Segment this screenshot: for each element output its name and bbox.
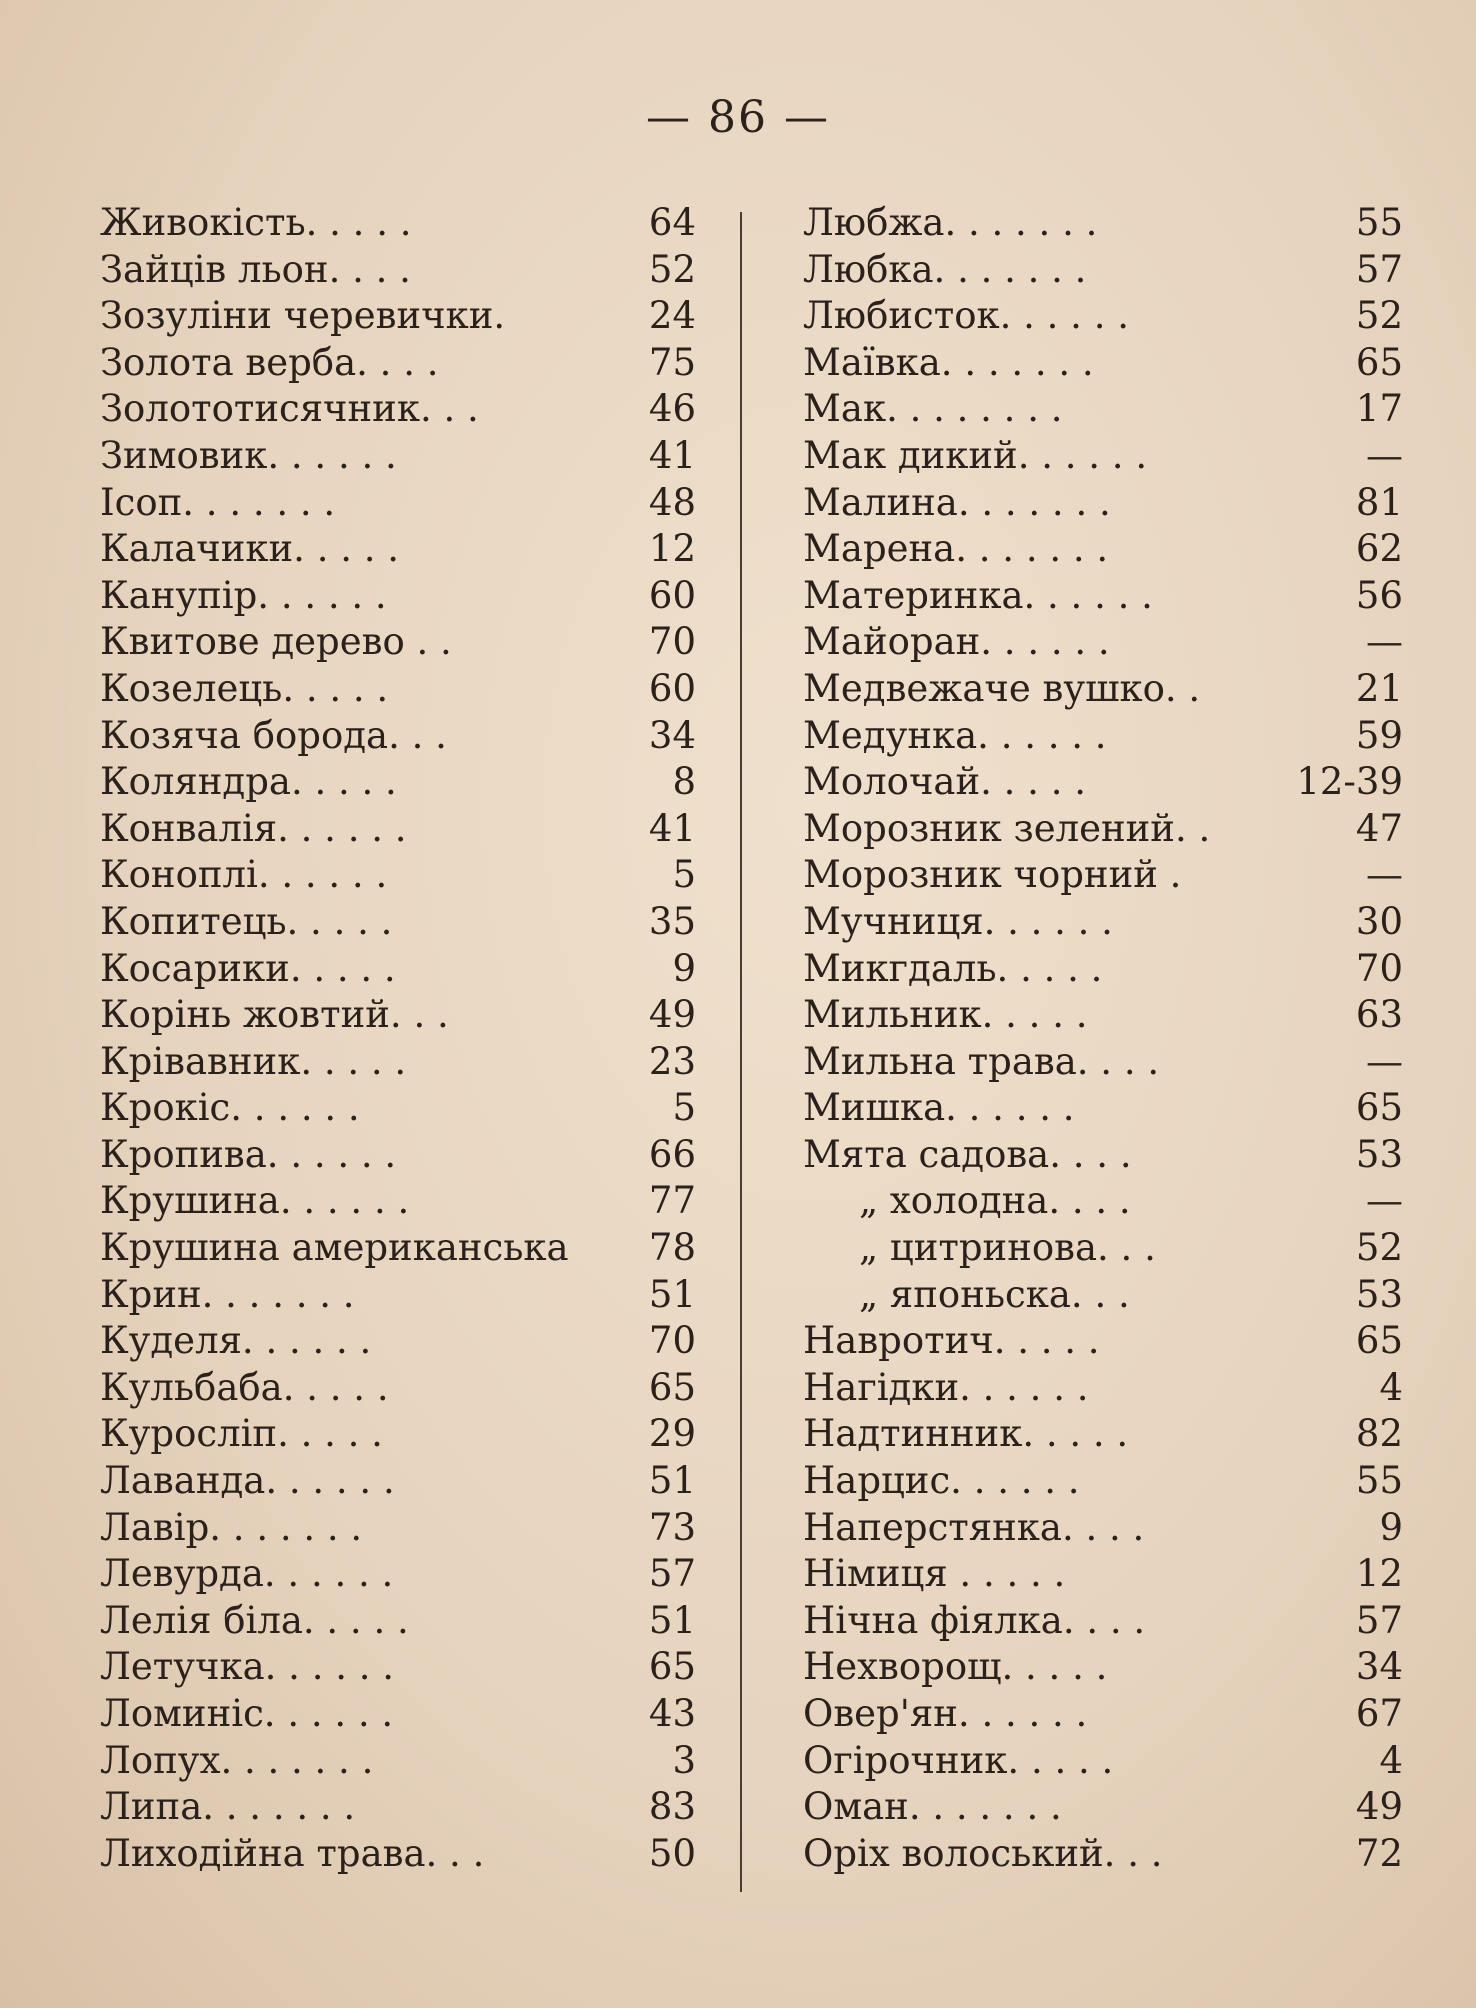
entry-name: Левурда. . . . . . [100,1552,394,1596]
index-entry [100,247,696,294]
index-entry [100,759,696,806]
index-entry [803,1831,1403,1878]
entry-page: 50 [648,1831,696,1875]
index-entry [100,1598,696,1645]
entry-page: 9 [672,946,696,990]
entry-name: Летучка. . . . . . [100,1645,395,1689]
index-entry [100,806,696,853]
entry-name: Нічна фіялка. . . . [803,1598,1146,1642]
entry-page: 29 [648,1412,696,1456]
entry-page: 55 [1355,1459,1403,1503]
index-entry [100,619,696,666]
entry-page: 60 [648,573,696,617]
entry-name: Нехворощ. . . . . [803,1645,1108,1689]
entry-page: 83 [648,1785,696,1829]
index-entry [803,526,1403,573]
entry-page: 65 [648,1365,696,1409]
index-entry [803,573,1403,620]
entry-name: Лиходійна трава. . . [100,1831,485,1875]
entry-page: — [1366,853,1403,897]
entry-name: Лопух. . . . . . . [100,1738,374,1782]
entry-name: „ холодна. . . . [859,1179,1131,1223]
index-entry [803,480,1403,527]
entry-name: Ломиніс. . . . . . [100,1692,394,1735]
index-entry [100,1644,696,1691]
entry-name: Нагідки. . . . . . [803,1365,1089,1409]
entry-name: Огірочник. . . . . [803,1738,1114,1782]
index-entry [803,200,1403,247]
entry-name: Морозник зелений. . [803,806,1211,850]
entry-page: 35 [648,899,696,943]
index-entry [803,852,1403,899]
entry-page: — [1366,433,1403,477]
index-column-left [100,200,696,1877]
entry-page: 65 [1355,1319,1403,1363]
entry-page: 70 [1355,946,1403,990]
entry-page: 46 [648,387,696,431]
entry-page: 59 [1355,713,1403,757]
index-entry [100,992,696,1039]
entry-name: Любка. . . . . . . [803,247,1087,291]
entry-name: Лавір. . . . . . . [100,1505,363,1549]
entry-page: 65 [1355,340,1403,384]
index-entry [100,1738,696,1785]
entry-name: Крушина американська [100,1226,569,1270]
entry-page: 57 [1355,247,1403,291]
entry-page: 70 [648,1319,696,1363]
index-entry [100,433,696,480]
entry-name: Липа. . . . . . . [100,1785,356,1829]
index-entry [803,1318,1403,1365]
entry-page: — [1366,620,1403,664]
index-entry [803,713,1403,760]
index-entry [100,1505,696,1552]
entry-page: 81 [1355,480,1403,524]
entry-page: 21 [1355,666,1403,710]
index-entry [100,1318,696,1365]
index-entry [803,1132,1403,1179]
entry-name: Калачики. . . . . [100,527,400,571]
entry-page: 5 [672,1086,696,1130]
entry-page: 51 [648,1598,696,1642]
index-entry [803,1505,1403,1552]
entry-name: Мильник. . . . . [803,993,1088,1037]
entry-name: Крушина. . . . . . [100,1179,410,1223]
entry-name: Куросліп. . . . . [100,1412,383,1456]
index-entry [803,899,1403,946]
index-entry [803,1178,1403,1225]
index-entry [100,480,696,527]
index-entry [100,946,696,993]
index-entry [803,1085,1403,1132]
entry-name: Маївка. . . . . . . [803,340,1094,384]
index-entry [100,1132,696,1179]
entry-page: 12-39 [1296,760,1403,804]
entry-name: Козяча борода. . . [100,713,447,757]
entry-name: Золототисячник. . . [100,387,479,431]
entry-page: 60 [648,666,696,710]
index-entry [803,946,1403,993]
entry-name: Коноплі. . . . . . [100,853,388,897]
index-entry [100,1831,696,1878]
entry-name: Молочай. . . . . [803,760,1086,804]
entry-name: Живокість. . . . . [100,201,412,244]
entry-name: „ японьска. . . [859,1272,1130,1316]
entry-name: Мак дикий. . . . . . [803,433,1148,477]
entry-page: 75 [648,340,696,384]
entry-name: Оман. . . . . . . [803,1785,1062,1829]
entry-page: 64 [648,201,696,244]
entry-page: 34 [648,713,696,757]
entry-name: Корінь жовтий. . . [100,993,449,1037]
entry-name: Козелець. . . . . [100,666,389,710]
index-entry [100,713,696,760]
index-entry [803,1458,1403,1505]
entry-name: Материнка. . . . . . [803,573,1153,617]
entry-page: 51 [648,1459,696,1503]
entry-name: Коляндра. . . . . [100,760,397,804]
index-entry [100,1411,696,1458]
entry-name: Копитець. . . . . [100,899,393,943]
entry-name: „ цитринова. . . [859,1226,1156,1270]
index-entry [100,386,696,433]
index-entry [100,1178,696,1225]
index-entry [100,1225,696,1272]
entry-name: Наперстянка. . . . [803,1505,1145,1549]
entry-page: 53 [1355,1132,1403,1176]
index-entry [100,293,696,340]
index-entry [803,759,1403,806]
entry-page: 52 [1355,1226,1403,1270]
index-entry [100,1039,696,1086]
entry-page: 78 [648,1226,696,1270]
entry-name: Лелія біла. . . . . [100,1598,409,1642]
entry-page: 52 [1355,294,1403,338]
entry-name: Микгдаль. . . . . [803,946,1103,990]
entry-name: Кропива. . . . . . [100,1132,397,1176]
index-entry [803,293,1403,340]
entry-page: 5 [672,853,696,897]
entry-page: — [1366,1179,1403,1223]
entry-name: Німиця . . . . . [803,1552,1066,1596]
index-entry [100,526,696,573]
entry-page: 73 [648,1505,696,1549]
entry-name: Канупір. . . . . . [100,573,387,617]
entry-name: Любисток. . . . . . [803,294,1129,338]
index-entry [100,852,696,899]
index-entry [803,806,1403,853]
entry-page: 49 [648,993,696,1037]
index-entry [803,1644,1403,1691]
index-entry [100,340,696,387]
entry-name: Зимовик. . . . . . [100,433,397,477]
index-entry [100,1272,696,1319]
index-entry [803,666,1403,713]
index-entry [803,1225,1403,1272]
entry-name: Овер'ян. . . . . . [803,1692,1088,1735]
entry-page: 52 [648,247,696,291]
index-entry [803,1365,1403,1412]
index-entry [100,899,696,946]
entry-page: 56 [1355,573,1403,617]
entry-name: Мак. . . . . . . . [803,387,1063,431]
entry-page: 47 [1355,806,1403,850]
index-entry [803,1784,1403,1831]
entry-page: 63 [1355,993,1403,1037]
entry-name: Нарцис. . . . . . [803,1459,1080,1503]
entry-page: 34 [1355,1645,1403,1689]
entry-page: — [1366,1039,1403,1083]
index-entry [100,200,696,247]
index-entry [100,1365,696,1412]
entry-name: Крокіс. . . . . . [100,1086,360,1130]
entry-name: Крівавник. . . . . [100,1039,407,1083]
entry-page: 3 [672,1738,696,1782]
index-entry [100,1691,696,1738]
index-entry [803,386,1403,433]
entry-name: Ісоп. . . . . . . [100,480,336,524]
index-entry [803,340,1403,387]
entry-page: 48 [648,480,696,524]
entry-name: Мишка. . . . . . [803,1086,1075,1130]
column-divider [740,212,742,1892]
entry-page: 4 [1379,1365,1403,1409]
entry-name: Крин. . . . . . . [100,1272,355,1316]
entry-name: Марена. . . . . . . [803,527,1109,571]
entry-name: Косарики. . . . . [100,946,396,990]
entry-page: 41 [648,433,696,477]
page-number: — 86 — [646,92,830,143]
entry-page: 30 [1355,899,1403,943]
entry-name: Любжа. . . . . . . [803,201,1098,244]
entry-page: 9 [1379,1505,1403,1549]
entry-page: 4 [1379,1738,1403,1782]
entry-page: 12 [648,527,696,571]
index-entry [100,666,696,713]
entry-name: Морозник чорний . [803,853,1182,897]
entry-page: 65 [648,1645,696,1689]
index-entry [803,1551,1403,1598]
index-entry [100,1784,696,1831]
entry-name: Майоран. . . . . . [803,620,1110,664]
entry-name: Мучниця. . . . . . [803,899,1113,943]
entry-page: 24 [648,294,696,338]
entry-name: Мильна трава. . . . [803,1039,1160,1083]
entry-page: 12 [1355,1552,1403,1596]
entry-page: 23 [648,1039,696,1083]
index-entry [100,1085,696,1132]
entry-name: Квитове дерево . . [100,620,452,664]
entry-page: 17 [1355,387,1403,431]
index-entry [803,992,1403,1039]
entry-name: Медунка. . . . . . [803,713,1107,757]
index-entry [803,1039,1403,1086]
index-entry [100,1458,696,1505]
entry-page: 43 [648,1692,696,1735]
index-entry [803,619,1403,666]
entry-name: Медвежаче вушко. . [803,666,1201,710]
entry-page: 82 [1355,1412,1403,1456]
entry-name: Надтинник. . . . . [803,1412,1129,1456]
index-entry [803,247,1403,294]
entry-page: 41 [648,806,696,850]
entry-page: 55 [1355,201,1403,244]
entry-page: 57 [1355,1598,1403,1642]
index-entry [803,1738,1403,1785]
entry-name: Куделя. . . . . . [100,1319,372,1363]
entry-page: 70 [648,620,696,664]
index-entry [803,433,1403,480]
entry-name: Мята садова. . . . [803,1132,1132,1176]
entry-page: 66 [648,1132,696,1176]
entry-page: 53 [1355,1272,1403,1316]
entry-page: 67 [1355,1692,1403,1735]
entry-name: Малина. . . . . . . [803,480,1111,524]
entry-page: 8 [672,760,696,804]
entry-page: 72 [1355,1831,1403,1875]
entry-name: Зайців льон. . . . [100,247,411,291]
entry-page: 62 [1355,527,1403,571]
entry-name: Золота верба. . . . [100,340,439,384]
entry-page: 77 [648,1179,696,1223]
entry-page: 57 [648,1552,696,1596]
index-entry [100,573,696,620]
index-column-right [803,200,1403,1877]
entry-name: Лаванда. . . . . . [100,1459,395,1503]
index-entry [803,1691,1403,1738]
entry-page: 65 [1355,1086,1403,1130]
entry-name: Кульбаба. . . . . [100,1365,389,1409]
entry-name: Навротич. . . . . [803,1319,1100,1363]
entry-page: 51 [648,1272,696,1316]
entry-page: 49 [1355,1785,1403,1829]
index-entry [803,1411,1403,1458]
index-entry [100,1551,696,1598]
entry-name: Конвалія. . . . . . [100,806,407,850]
index-entry [803,1598,1403,1645]
entry-name: Зозуліни черевички. [100,294,506,338]
entry-name: Оріх волоський. . . [803,1831,1163,1875]
index-entry [803,1272,1403,1319]
